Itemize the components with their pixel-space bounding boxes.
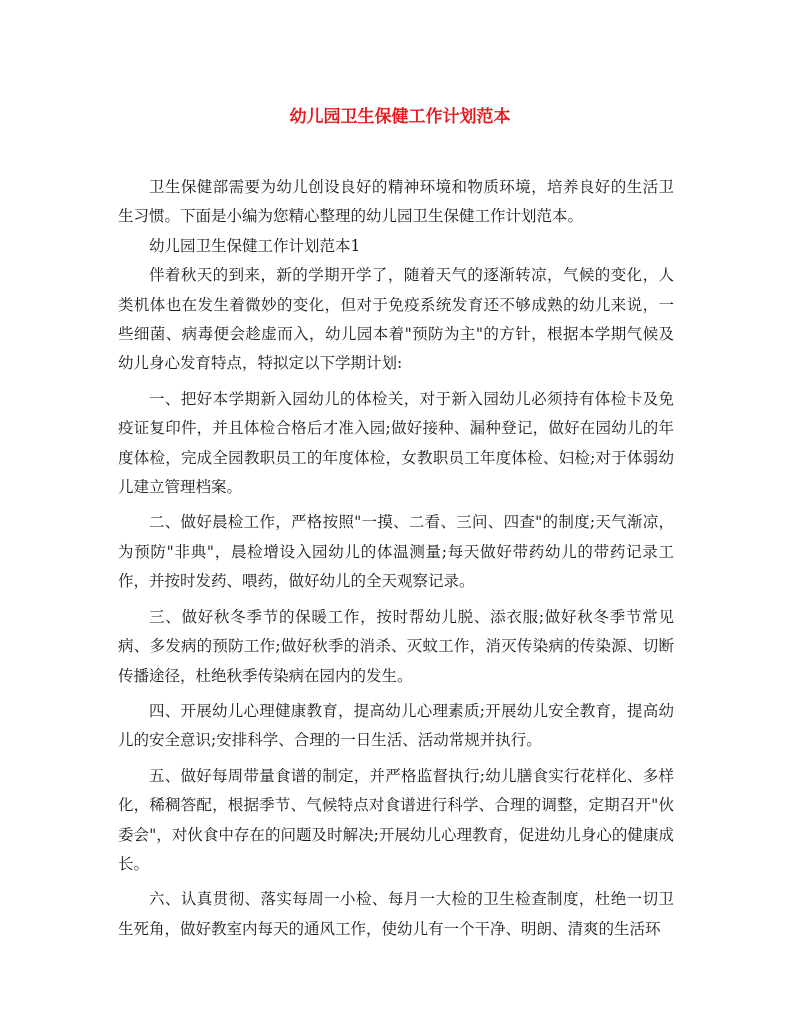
document-title: 幼儿园卫生保健工作计划范本 bbox=[289, 107, 511, 127]
plan-item-1: 一、把好本学期新入园幼儿的体检关，对于新入园幼儿必须持有体检卡及免疫证复印件，并且体检合格后才准入园;做好接种、漏种登记，做好在园幼儿的年度体检，完成全园教职员工的年度体检，女教职员工年度体检、妇检;对于体弱幼儿建立管理档案。 bbox=[118, 389, 674, 497]
document-body bbox=[118, 173, 674, 944]
plan-item-3: 三、做好秋冬季节的保暖工作，按时帮幼儿脱、添衣服;做好秋冬季节常见病、多发病的预防工作;做好秋季的消杀、灭蚊工作，消灭传染病的传染源、切断传播途径，杜绝秋季传染病在园内的发生。 bbox=[118, 607, 674, 685]
plan-item-2: 二、做好晨检工作，严格按照"一摸、二看、三问、四查"的制度;天气渐凉，为预防"非典"，晨检增设入园幼儿的体温测量;每天做好带药幼儿的带药记录工作，并按时发药、喂药，做好幼儿的全天观察记录。 bbox=[118, 513, 674, 591]
opening-paragraph: 伴着秋天的到来，新的学期开学了，随着天气的逐渐转凉，气候的变化，人类机体也在发生着微妙的变化，但对于免疫系统发育还不够成熟的幼儿来说，一些细菌、病毒便会趁虚而入，幼儿园本着"预防为主"的方针，根据本学期气候及幼儿身心发育特点，特拟定以下学期计划: bbox=[118, 266, 674, 373]
section-heading: 幼儿园卫生保健工作计划范本1 bbox=[149, 236, 361, 255]
intro-paragraph: 卫生保健部需要为幼儿创设良好的精神环境和物质环境，培养良好的生活卫生习惯。下面是小编为您精心整理的幼儿园卫生保健工作计划范本。 bbox=[118, 178, 674, 226]
plan-item-6: 六、认真贯彻、落实每周一小检、每月一大检的卫生检查制度，杜绝一切卫生死角，做好教室内每天的通风工作，使幼儿有一个干净、明朗、清爽的生活环 bbox=[118, 890, 674, 938]
plan-item-5: 五、做好每周带量食谱的制定，并严格监督执行;幼儿膳食实行花样化、多样化，稀稠答配，根据季节、气候特点对食谱进行科学、合理的调整，定期召开"伙委会"，对伙食中存在的问题及时解决;开展幼儿心理教育，促进幼儿身心的健康成长。 bbox=[118, 766, 674, 873]
plan-item-4: 四、开展幼儿心理健康教育，提高幼儿心理素质;开展幼儿安全教育，提高幼儿的安全意识;安排科学、合理的一日生活、活动常规并执行。 bbox=[118, 701, 674, 750]
